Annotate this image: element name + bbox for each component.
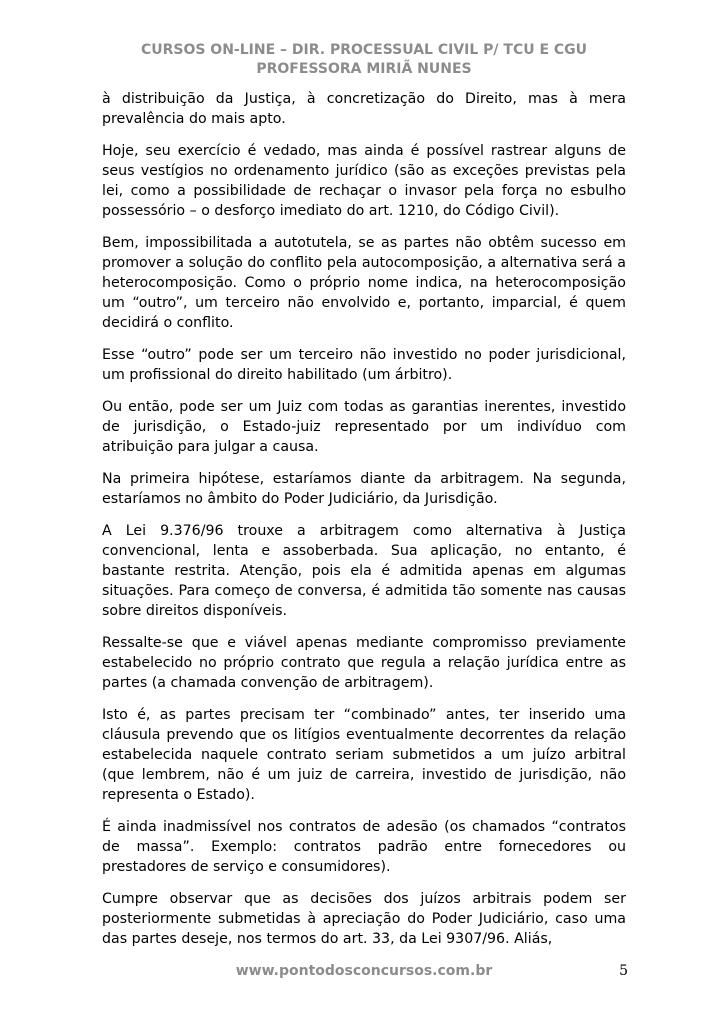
paragraph: Hoje, seu exercício é vedado, mas ainda é possível rastrear alguns de seus vestígios no ordenamento jurídico (são as exceções previstas pela lei, como a possibilidade de rechaçar o invasor pela força no esbulho possessório – o desforço imediato do art. 1210, do Código Civil). — [102, 143, 626, 219]
document-body — [102, 89, 626, 961]
paragraph: Isto é, as partes precisam ter “combinado” antes, ter inserido uma cláusula prevendo que os litígios eventualmente decorrentes da relação estabelecida naquele contrato seriam submetidos a um juízo arbitral (que lembrem, não é um juiz de carreira, investido de jurisdição, não representa o Estado). — [102, 707, 626, 803]
header-course-title: CURSOS ON-LINE – DIR. PROCESSUAL CIVIL P/ TCU E CGU — [140, 42, 588, 58]
page-number: 5 — [619, 963, 628, 979]
paragraph: à distribuição da Justiça, à concretização do Direito, mas à mera prevalência do mais apto. — [102, 91, 626, 127]
paragraph: Bem, impossibilitada a autotutela, se as partes não obtêm sucesso em promover a solução do conflito pela autocomposição, a alternativa será a heterocomposição. Como o próprio nome indica, na heterocomposição um “outro”, um terceiro não envolvido e, portanto, imparcial, é quem decidirá o conflito. — [102, 235, 626, 331]
header-professor-name: PROFESSORA MIRIÃ NUNES — [256, 61, 472, 77]
paragraph: É ainda inadmissível nos contratos de adesão (os chamados “contratos de massa”. Exemplo: contratos padrão entre fornecedores ou prestadores de serviço e consumidores). — [102, 819, 626, 875]
paragraph: Cumpre observar que as decisões dos juízos arbitrais podem ser posteriormente submetidas à apreciação do Poder Judiciário, caso uma das partes deseje, nos termos do art. 33, da Lei 9307/96. Aliás, — [102, 891, 626, 947]
paragraph: A Lei 9.376/96 trouxe a arbitragem como alternativa à Justiça convencional, lenta e assoberbada. Sua aplicação, no entanto, é bastante restrita. Atenção, pois ela é admitida apenas em algumas situações. Para começo de conversa, é admitida tão somente nas causas sobre direitos disponíveis. — [102, 523, 626, 619]
paragraph: Ressalte-se que e viável apenas mediante compromisso previamente estabelecido no próprio contrato que regula a relação jurídica entre as partes (a chamada convenção de arbitragem). — [102, 635, 626, 691]
paragraph: Na primeira hipótese, estaríamos diante da arbitragem. Na segunda, estaríamos no âmbito do Poder Judiciário, da Jurisdição. — [102, 471, 626, 507]
paragraph: Esse “outro” pode ser um terceiro não investido no poder jurisdicional, um profissional do direito habilitado (um árbitro). — [102, 347, 626, 383]
page-header — [96, 41, 632, 79]
paragraph: Ou então, pode ser um Juiz com todas as garantias inerentes, investido de jurisdição, o Estado-juiz representado por um indivíduo com atribuição para julgar a causa. — [102, 399, 626, 455]
footer-website-link[interactable]: www.pontodosconcursos.com.br — [235, 963, 493, 979]
